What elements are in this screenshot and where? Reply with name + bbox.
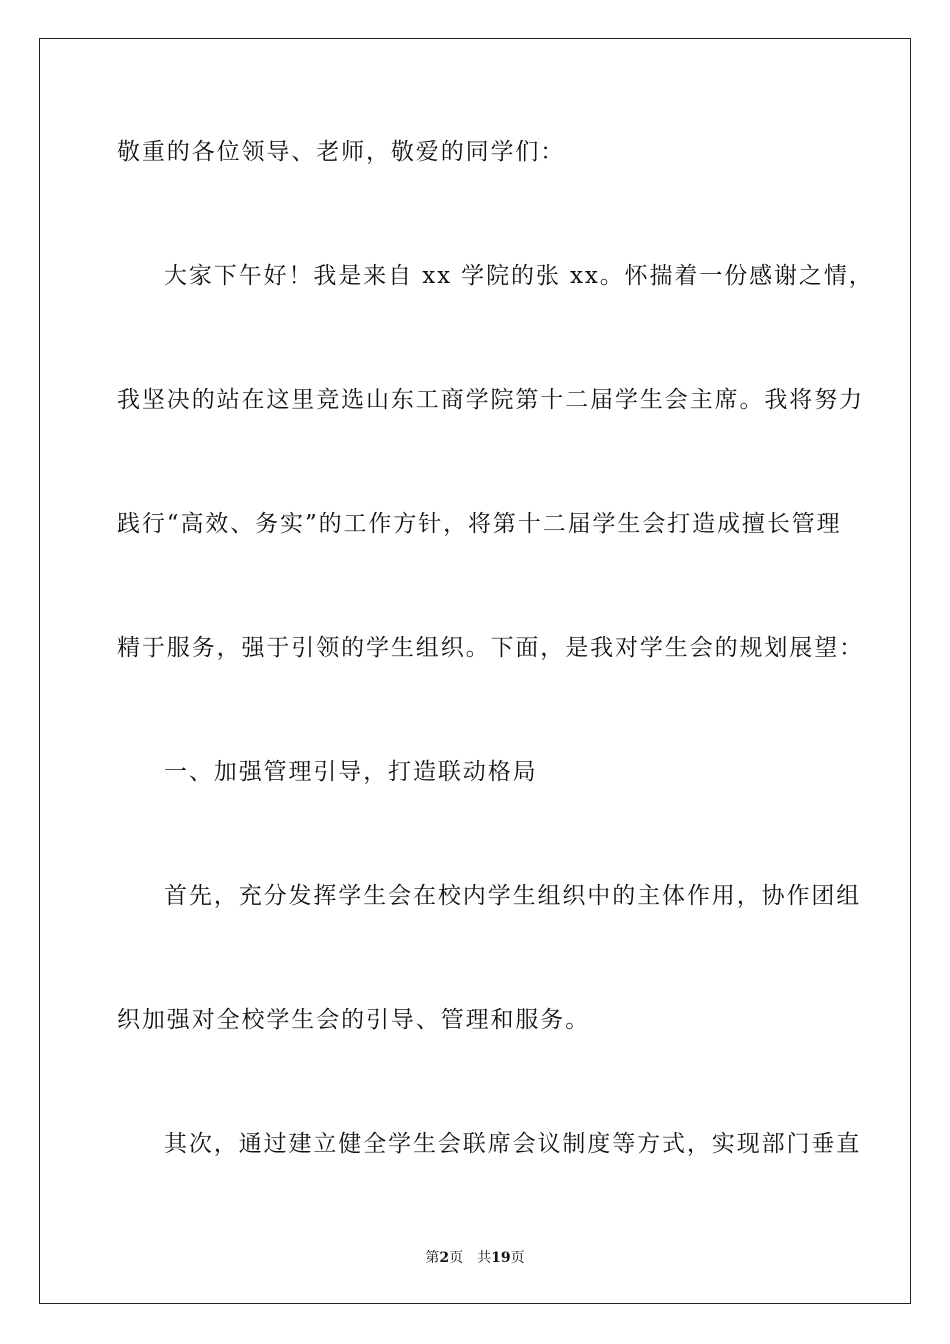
page-footer <box>0 1249 950 1267</box>
section-heading: 一、加强管理引导，打造联动格局 <box>164 759 538 785</box>
paragraph-line: 践行“高效、务实”的工作方针，将第十二届学生会打造成擅长管理 <box>117 511 842 537</box>
page-number: 2 <box>439 1250 450 1266</box>
paragraph-line: 我坚决的站在这里竞选山东工商学院第十二届学生会主席。我将努力 <box>117 387 864 413</box>
paragraph-line: 大家下午好！我是来自 xx 学院的张 xx。怀揣着一份感谢之情， <box>164 263 874 289</box>
total-pages: 19 <box>491 1250 511 1266</box>
salutation-line: 敬重的各位领导、老师，敬爱的同学们： <box>117 139 566 165</box>
paragraph-line: 其次，通过建立健全学生会联席会议制度等方式，实现部门垂直 <box>164 1131 862 1157</box>
paragraph-line: 织加强对全校学生会的引导、管理和服务。 <box>117 1007 591 1033</box>
paragraph-line: 首先，充分发挥学生会在校内学生组织中的主体作用，协作团组 <box>164 883 862 909</box>
total-prefix: 共 <box>477 1250 492 1266</box>
total-suffix: 页 <box>510 1250 525 1266</box>
paragraph-line: 精于服务，强于引领的学生组织。下面，是我对学生会的规划展望： <box>117 635 864 661</box>
page-border <box>39 38 911 1304</box>
page-suffix: 页 <box>449 1250 464 1266</box>
page-prefix: 第 <box>425 1250 440 1266</box>
